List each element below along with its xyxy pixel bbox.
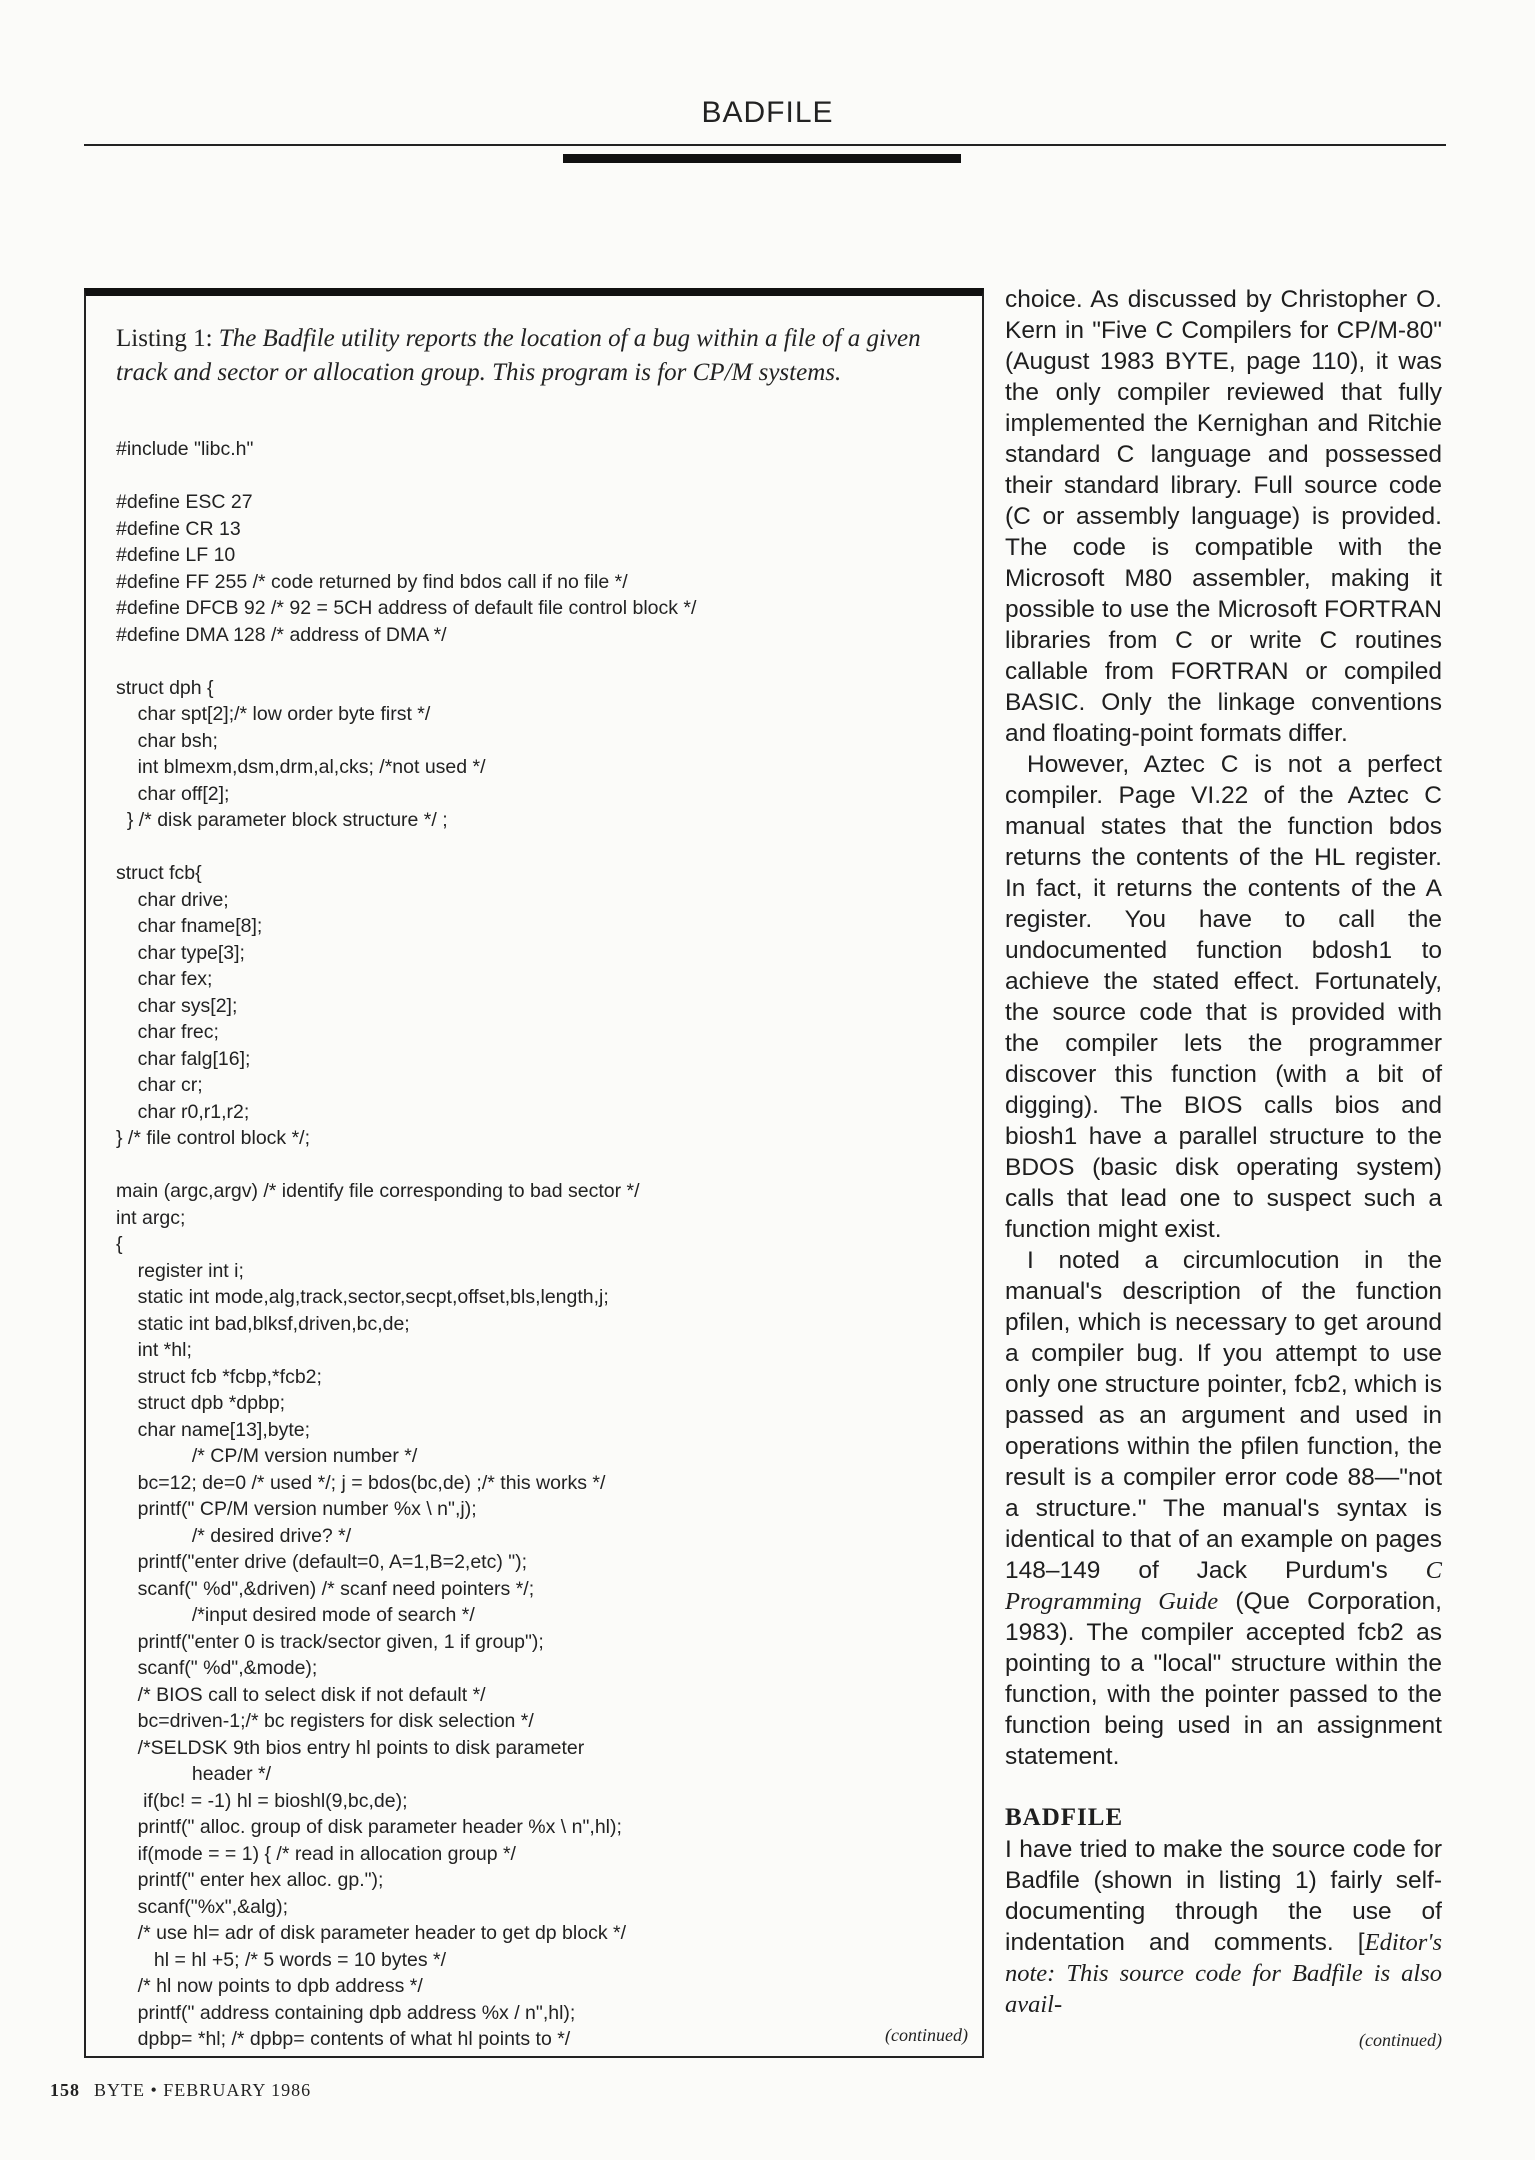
listing-code: #include "libc.h" #define ESC 27 #define CR 13 #define LF 10 #define FF 255 /* code returned by find bdos call if no file */ #define DFCB 92 /* 92 = 5CH address of default file control block */ #define DMA 128 /* address of DMA */ struct dph { char spt[2];/* low order byte first */ char bsh; int blmexm,dsm,drm,al,cks; /*not used */ char off[2]; } /* disk parameter block structure */ ; struct fcb{ char drive; char fname[8]; char type[3]; char fex; char sys[2]; char frec; char falg[16]; char cr; char r0,r1,r2; } /* file control block */; main (argc,argv) /* identify file corresponding to bad sector */ int argc; { register int i; static int mode,alg,track,sector,secpt,offset,bls,length,j; static int bad,blksf,driven,bc,de; int *hl; struct fcb *fcbp,*fcb2; struct dpb *dpbp; char name[13],byte; /* CP/M version number */ bc=12; de=0 /* used */; j = bdos(bc,de) ;/* this works */ printf(" CP/M version number %x \ n",j); /* desired drive? */ printf("enter drive (default=0, A=1,B=2,etc) "); scanf(" %d",&driven) /* scanf need pointers */; /*input desired mode of search */ printf("enter 0 is track/sector given, 1 if group"); scanf(" %d",&mode); /* BIOS call to select disk if not default */ bc=driven-1;/* bc registers for disk selection */ /*SELDSK 9th bios entry hl points to disk parameter header */ if(bc! = -1) hl = bioshl(9,bc,de); printf(" alloc. group of disk parameter header %x \ n",hl); if(mode = = 1) { /* read in allocation group */ printf(" enter hex alloc. gp."); scanf("%x",&alg); /* use hl= adr of disk parameter header to get dp block */ hl = hl +5; /* 5 words = 10 bytes */ /* hl now points to dpb address */ printf(" address containing dpb address %x / n",hl); dpbp= *hl; /* dpbp= contents of what hl points to */ (116, 438, 697, 2050)
paragraph-1: choice. As discussed by Christopher O. Kern in "Five C Compilers for CP/M-80" (August 1983 BYTE, page 110), it was the only compiler reviewed that fully implemented the Kernighan and Ritchie standard C language and possessed their standard library. Full source code (C or assembly language) is provided. The code is compatible with the Microsoft M80 assembler, making it possible to use the Microsoft FORTRAN libraries from C or write C routines callable from FORTRAN or compiled BASIC. Only the linkage conventions and floating-point formats differ. (1005, 286, 1442, 747)
page-footer (50, 2080, 311, 2101)
paragraph-3 (1005, 1245, 1442, 1772)
footer-text: BYTE • FEBRUARY 1986 (94, 2080, 312, 2100)
article-column (1005, 284, 1442, 2020)
book-title: C Programming Guide (1005, 1557, 1442, 1615)
header-rule-thick (563, 154, 961, 163)
listing-caption (116, 322, 956, 390)
paragraph-4 (1005, 1834, 1442, 2020)
listing-caption-text: The Badfile utility reports the location of a bug within a file of a given track and sector or allocation group. This program is for CP/M systems. (116, 325, 921, 386)
header-rule-thin (84, 144, 1446, 146)
paragraph-4-text: I have tried to make the source code for Badfile (shown in listing 1) fairly self-documenting through the use of indentation and comments. [ (1005, 1836, 1442, 1956)
editors-note: Editor's note: This source code for Badfile is also avail- (1005, 1929, 1442, 2018)
paragraph-3-text: I noted a circumlocution in the manual's description of the function pfilen, which is necessary to get around a compiler bug. If you attempt to use only one structure pointer, fcb2, which is passed as an argument and used in operations within the pfilen function, the result is a compiler error code 88—"not a structure." The manual's syntax is identical to that of an example on pages 148–149 of Jack Purdum's (1005, 1247, 1442, 1584)
listing-box (84, 288, 984, 2058)
listing-continued: (continued) (885, 2025, 968, 2045)
paragraph-2: However, Aztec C is not a perfect compiler. Page VI.22 of the Aztec C manual states that the function bdos returns the contents of the HL register. In fact, it returns the contents of the A register. You have to call the undocumented function bdosh1 to achieve the stated effect. Fortunately, the source code that is provided with the compiler lets the programmer discover this function (with a bit of digging). The BIOS calls bios and biosh1 have a parallel structure to the BDOS (basic disk operating system) calls that lead one to suspect such a function might exist. (1005, 751, 1442, 1243)
page-number: 158 (50, 2080, 80, 2100)
column-continued: (continued) (1359, 2030, 1442, 2050)
listing-label: Listing 1: (116, 325, 213, 352)
paragraph-3-end: (Que Corporation, 1983). The compiler accepted fcb2 as pointing to a "local" structure within the function, with the pointer passed to the function being used in an assignment statement. (1005, 1588, 1442, 1770)
page-header-title: BADFILE (701, 96, 834, 129)
section-heading: BADFILE (1005, 1804, 1124, 1831)
